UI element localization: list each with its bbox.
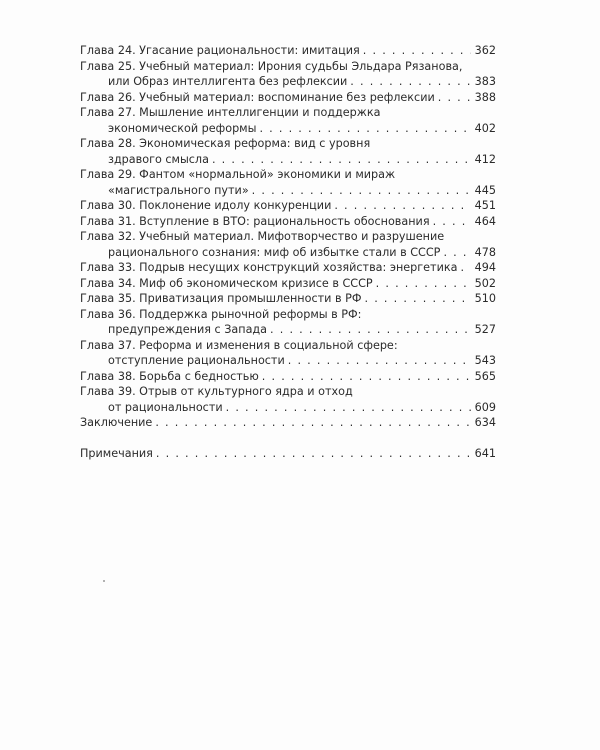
- toc-entry: [80, 384, 496, 415]
- toc-page-number: 445: [474, 183, 496, 197]
- toc-entry-line: [80, 276, 496, 292]
- toc-entry-line: [80, 353, 496, 369]
- toc-entry-line: [80, 384, 496, 400]
- toc-entry: [80, 446, 496, 462]
- toc-page-number: 464: [474, 214, 496, 228]
- toc-page-number: 565: [474, 369, 496, 383]
- toc-entry: [80, 291, 496, 307]
- toc-entry-title: Глава 31. Вступление в ВТО: рациональность обоснования: [80, 214, 430, 228]
- dot-leader: [155, 415, 471, 431]
- toc-entry-line: [80, 338, 496, 354]
- toc-entry: [80, 59, 496, 90]
- dot-leader: [363, 43, 471, 59]
- toc-entry-title: Глава 27. Мышление интеллигенции и поддержка: [80, 106, 381, 119]
- toc-entry-title: Глава 29. Фантом «нормальной» экономики и мираж: [80, 168, 396, 181]
- toc-entry-title: Глава 26. Учебный материал: воспоминание без рефлексии: [80, 90, 435, 104]
- section-gap: [80, 431, 496, 446]
- toc-entry: [80, 198, 496, 214]
- dot-leader: [288, 353, 471, 369]
- toc-entry-title: «магистрального пути»: [108, 183, 249, 197]
- toc-entry-line: [80, 307, 496, 323]
- toc-entry-title: экономической реформы: [108, 121, 257, 135]
- toc-entry: [80, 90, 496, 106]
- toc-entry: [80, 167, 496, 198]
- toc-entry-title: Глава 38. Борьба с бедностью: [80, 369, 259, 383]
- toc-entry: [80, 136, 496, 167]
- toc-page-number: 451: [474, 199, 496, 212]
- toc-entry: [80, 307, 496, 338]
- toc-entry: [80, 415, 496, 431]
- dot-leader: [156, 446, 471, 462]
- toc-page-number: 478: [474, 245, 496, 259]
- toc-entry-title: отступление рациональности: [108, 354, 285, 367]
- toc-page-number: 494: [474, 261, 496, 274]
- toc-entry-line: [80, 291, 496, 307]
- toc-entry-line: [80, 136, 496, 152]
- toc-entry-line: [80, 214, 496, 230]
- toc-page-number: 502: [474, 276, 496, 290]
- toc-page-number: 641: [474, 446, 496, 460]
- toc-entry-title: от рациональности: [108, 400, 223, 414]
- toc-entry-title: Примечания: [80, 446, 153, 460]
- dot-leader: [226, 400, 471, 416]
- toc-entry-line: [80, 260, 496, 276]
- dot-leader: [212, 152, 471, 168]
- toc-entry-line: [80, 121, 496, 137]
- toc-entry: [80, 276, 496, 292]
- toc-page-number: 527: [474, 323, 496, 336]
- toc-entry: [80, 105, 496, 136]
- dot-leader: [460, 260, 471, 276]
- toc-page-number: 510: [474, 292, 496, 305]
- toc-entry-title: Глава 24. Угасание рациональности: имитация: [80, 44, 360, 57]
- toc-entry-title: Глава 34. Миф об экономическом кризисе в СССР: [80, 276, 373, 290]
- dot-leader: [334, 198, 471, 214]
- toc-entry-title: Глава 35. Приватизация промышленности в РФ: [80, 292, 362, 305]
- dot-leader: [350, 74, 471, 90]
- toc-page-number: 543: [474, 354, 496, 367]
- toc-entry: [80, 214, 496, 230]
- toc-entry-line: [80, 167, 496, 183]
- dot-leader: [376, 276, 471, 292]
- toc-entry-title: Глава 39. Отрыв от культурного ядра и отход: [80, 385, 353, 398]
- toc-entry: [80, 43, 496, 59]
- toc-entry-title: Глава 37. Реформа и изменения в социальной сфере:: [80, 338, 398, 352]
- toc-entry-line: [80, 152, 496, 168]
- toc-entry-line: [80, 245, 496, 261]
- toc-entry-line: [80, 400, 496, 416]
- toc-entry-title: Глава 28. Экономическая реформа: вид с уровня: [80, 137, 371, 150]
- toc-entry: [80, 260, 496, 276]
- dot-leader: [252, 183, 471, 199]
- toc-page-number: 634: [474, 416, 496, 429]
- toc-entry-line: [80, 43, 496, 59]
- dot-leader: [259, 121, 471, 137]
- toc-entry-title: Глава 33. Подрыв несущих конструкций хозяйства: энергетика: [80, 261, 458, 274]
- dot-leader: [364, 291, 471, 307]
- toc-entry-title: или Образ интеллигента без рефлексии: [108, 75, 348, 88]
- toc-entry-line: [80, 369, 496, 385]
- toc-entry-line: [80, 198, 496, 214]
- toc-entry-line: [80, 183, 496, 199]
- dot-leader: [438, 90, 471, 106]
- dot-leader: [433, 214, 471, 230]
- toc-entry-line: [80, 74, 496, 90]
- toc-page-number: 412: [474, 152, 496, 166]
- dot-leader: [262, 369, 471, 385]
- toc-page-number: 402: [474, 121, 496, 135]
- paper-speck: [103, 580, 105, 582]
- toc-page-number: 609: [474, 400, 496, 414]
- dot-leader: [270, 322, 471, 338]
- toc-entry-title: Глава 32. Учебный материал. Мифотворчество и разрушение: [80, 230, 445, 243]
- toc-page-number: 388: [474, 90, 496, 104]
- toc-entry-title: Заключение: [80, 416, 153, 429]
- toc-entry-line: [80, 59, 496, 75]
- toc-entry: [80, 229, 496, 260]
- toc-entry-line: [80, 90, 496, 106]
- toc-entry-line: [80, 105, 496, 121]
- dot-leader: [443, 245, 471, 261]
- toc-entry-title: здравого смысла: [108, 152, 209, 166]
- table-of-contents: [80, 43, 496, 461]
- toc-entry: [80, 369, 496, 385]
- toc-entry-title: предупреждения с Запада: [108, 323, 268, 336]
- toc-entry: [80, 338, 496, 369]
- toc-entry-title: Глава 25. Учебный материал: Ирония судьбы Эльдара Рязанова,: [80, 59, 463, 73]
- toc-entry-title: Глава 36. Поддержка рыночной реформы в РФ:: [80, 307, 362, 321]
- toc-entry-title: Глава 30. Поклонение идолу конкуренции: [80, 199, 332, 212]
- toc-entry-title: рационального сознания: миф об избытке стали в СССР: [108, 245, 441, 259]
- toc-entry-line: [80, 446, 496, 462]
- toc-entry-line: [80, 415, 496, 431]
- toc-page-number: 383: [474, 75, 496, 88]
- toc-entry-line: [80, 229, 496, 245]
- toc-entry-line: [80, 322, 496, 338]
- toc-page-number: 362: [474, 44, 496, 57]
